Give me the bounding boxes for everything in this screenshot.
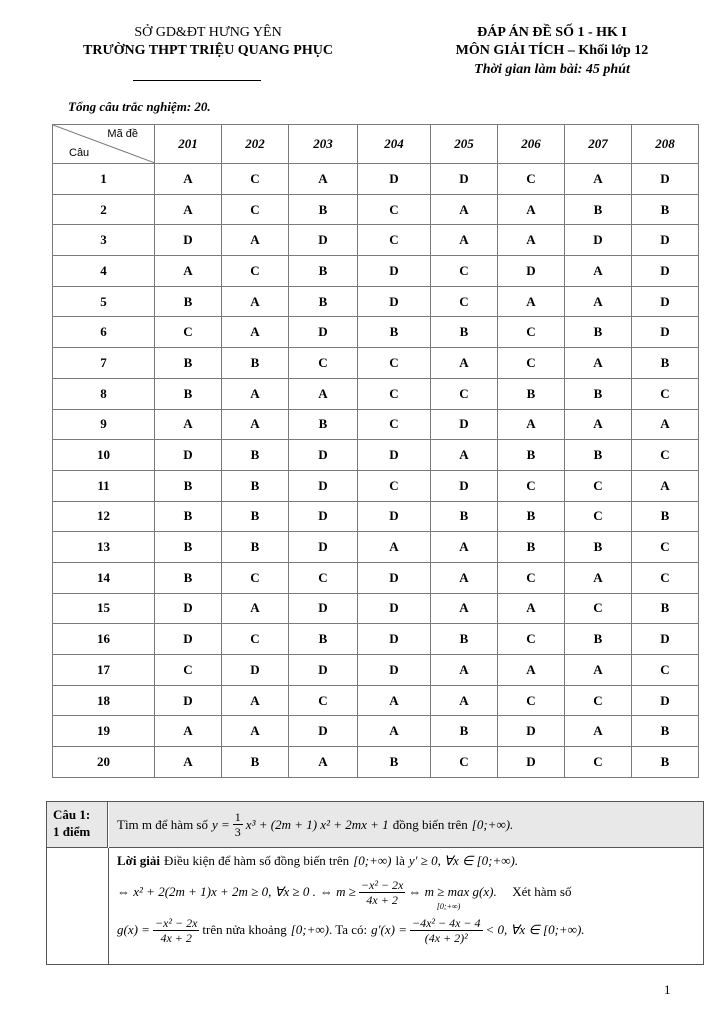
answer-cell: C — [431, 286, 498, 317]
answer-cell: D — [358, 256, 431, 287]
answer-cell: D — [358, 593, 431, 624]
answer-cell: B — [431, 716, 498, 747]
answer-cell: C — [358, 378, 431, 409]
answer-cell: C — [565, 470, 632, 501]
answer-cell: A — [431, 440, 498, 471]
answer-cell: C — [358, 348, 431, 379]
answer-cell: A — [431, 685, 498, 716]
answer-cell: B — [289, 286, 358, 317]
answer-cell: A — [431, 194, 498, 225]
answer-cell: A — [565, 348, 632, 379]
table-row — [53, 532, 699, 563]
table-row — [53, 593, 699, 624]
answer-cell: B — [222, 440, 289, 471]
question-number-cell: 10 — [53, 440, 155, 471]
question-number-cell: 19 — [53, 716, 155, 747]
question-polynomial: x³ + (2m + 1) x² + 2mx + 1 — [245, 816, 389, 832]
solution-box — [46, 801, 704, 965]
label-spacer — [47, 848, 109, 964]
answer-cell: C — [155, 317, 222, 348]
department-name: SỞ GD&ĐT HƯNG YÊN — [134, 25, 282, 40]
answer-cell: A — [431, 532, 498, 563]
answer-cell: B — [358, 317, 431, 348]
answer-cell: D — [155, 624, 222, 655]
question-number-cell: 13 — [53, 532, 155, 563]
answer-cell: C — [498, 624, 565, 655]
ratio-numerator: −x² − 2x — [360, 877, 404, 892]
answer-cell: D — [289, 317, 358, 348]
answer-cell: C — [498, 562, 565, 593]
school-name: TRƯỜNG THPT TRIỆU QUANG PHỤC — [83, 43, 333, 58]
answer-cell: A — [632, 470, 699, 501]
question-prefix: Tìm m để hàm số — [117, 816, 208, 832]
table-row — [53, 562, 699, 593]
table-row — [53, 747, 699, 778]
question-text — [109, 802, 703, 848]
answer-cell: A — [222, 286, 289, 317]
solution-line1-condition: y′ ≥ 0, ∀x ∈ [0;+∞). — [408, 853, 519, 868]
answer-cell: A — [155, 716, 222, 747]
answer-cell: B — [155, 378, 222, 409]
answer-cell: B — [222, 532, 289, 563]
code-header: 205 — [431, 125, 498, 164]
table-row — [53, 409, 699, 440]
solution-line1-text: Điều kiện để hàm số đồng biến trên — [163, 853, 350, 868]
answer-cell: C — [632, 562, 699, 593]
answer-cell: B — [289, 256, 358, 287]
page-number: 1 — [664, 982, 671, 997]
answer-cell: D — [289, 501, 358, 532]
answer-cell: D — [358, 624, 431, 655]
answer-cell: A — [565, 716, 632, 747]
answer-cell: C — [289, 348, 358, 379]
answer-cell: C — [498, 317, 565, 348]
table-row — [53, 624, 699, 655]
answer-cell: C — [632, 440, 699, 471]
question-number-cell: 11 — [53, 470, 155, 501]
answer-cell: A — [565, 655, 632, 686]
answer-cell: B — [498, 501, 565, 532]
answer-cell: D — [155, 225, 222, 256]
g-denominator: 4x + 2 — [160, 930, 192, 945]
answer-cell: A — [431, 225, 498, 256]
table-row — [53, 317, 699, 348]
answer-cell: C — [222, 562, 289, 593]
answer-cell: B — [222, 470, 289, 501]
answer-cell: A — [431, 655, 498, 686]
code-header: 208 — [632, 125, 699, 164]
answer-cell: C — [222, 164, 289, 195]
answer-cell: D — [289, 470, 358, 501]
question-number-cell: 6 — [53, 317, 155, 348]
answer-cell: A — [222, 593, 289, 624]
corner-code-label: Mã đề — [107, 128, 138, 140]
question-number-cell: 16 — [53, 624, 155, 655]
solution-line3-we-have: . Ta có: — [328, 922, 368, 937]
answer-cell: B — [565, 440, 632, 471]
answer-cell: A — [358, 532, 431, 563]
answer-cell: C — [358, 225, 431, 256]
answer-cell: C — [632, 532, 699, 563]
gprime-denominator: (4x + 2)² — [424, 930, 468, 945]
table-row — [53, 716, 699, 747]
answer-cell: B — [155, 286, 222, 317]
question-points: 1 điểm — [53, 824, 91, 839]
answer-cell: A — [222, 378, 289, 409]
answer-cell: C — [431, 378, 498, 409]
answer-cell: B — [222, 501, 289, 532]
answer-cell: C — [155, 655, 222, 686]
solution-line1-interval: [0;+∞) — [353, 853, 392, 868]
answer-cell: D — [565, 225, 632, 256]
question-label — [47, 802, 108, 848]
code-header: 202 — [222, 125, 289, 164]
one-third-fraction: $\frac{1}{3}$ — [234, 810, 241, 839]
answer-cell: A — [498, 225, 565, 256]
answer-cell: D — [155, 440, 222, 471]
answer-cell: B — [222, 348, 289, 379]
answer-cell: B — [632, 194, 699, 225]
answer-cell: C — [222, 194, 289, 225]
answer-cell: B — [632, 501, 699, 532]
answer-cell: B — [498, 532, 565, 563]
answer-cell: B — [358, 747, 431, 778]
gprime-fraction — [410, 916, 483, 945]
answer-cell: B — [431, 317, 498, 348]
table-row — [53, 501, 699, 532]
answer-cell: D — [358, 501, 431, 532]
solution-title: Lời giải — [117, 853, 160, 868]
ratio-denominator: 4x + 2 — [366, 892, 398, 907]
question-number-cell: 1 — [53, 164, 155, 195]
answer-cell: B — [498, 378, 565, 409]
solution-body — [109, 849, 703, 949]
table-row — [53, 655, 699, 686]
answer-cell: A — [565, 256, 632, 287]
corner-cell — [53, 125, 155, 164]
answer-cell: D — [289, 655, 358, 686]
answer-cell: C — [222, 624, 289, 655]
gprime-label: g′(x) = — [371, 922, 407, 937]
code-header: 204 — [358, 125, 431, 164]
answer-cell: D — [358, 440, 431, 471]
answer-cell: A — [431, 348, 498, 379]
answer-cell: A — [498, 194, 565, 225]
answer-cell: D — [155, 593, 222, 624]
answer-cell: B — [565, 317, 632, 348]
answer-cell: B — [289, 194, 358, 225]
solution-line2-ineq: ⇔ x² + 2(2m + 1)x + 2m ≥ 0, ∀x ≥ 0 . — [117, 884, 316, 899]
answer-cell: C — [632, 655, 699, 686]
answer-cell: D — [498, 256, 565, 287]
answer-cell: B — [289, 409, 358, 440]
answer-cell: D — [222, 655, 289, 686]
answer-cell: D — [632, 317, 699, 348]
g-label: g(x) = — [117, 922, 150, 937]
solution-line-3 — [117, 911, 695, 949]
answer-cell: B — [155, 501, 222, 532]
header-divider — [133, 80, 261, 81]
answer-cell: A — [289, 164, 358, 195]
solution-line2-consider: Xét hàm số — [512, 884, 572, 899]
answer-cell: D — [498, 716, 565, 747]
answer-cell: B — [632, 593, 699, 624]
answer-cell: C — [565, 501, 632, 532]
answer-cell: A — [155, 194, 222, 225]
answer-cell: D — [632, 286, 699, 317]
answer-cell: D — [431, 164, 498, 195]
solution-line2-max: ⇔ m ≥ max g(x). — [408, 884, 497, 899]
gprime-numerator: −4x² − 4x − 4 — [411, 915, 481, 930]
table-row — [53, 440, 699, 471]
answer-cell: D — [632, 164, 699, 195]
answer-cell: C — [498, 685, 565, 716]
answer-cell: C — [498, 348, 565, 379]
g-fraction — [153, 916, 199, 945]
answer-cell: C — [565, 685, 632, 716]
solution-line-1 — [117, 849, 695, 873]
answer-cell: D — [632, 624, 699, 655]
answer-cell: D — [431, 470, 498, 501]
table-row — [53, 256, 699, 287]
answer-cell: A — [155, 164, 222, 195]
subject-title: MÔN GIẢI TÍCH – Khối lớp 12 — [455, 43, 649, 58]
table-row — [53, 685, 699, 716]
answer-cell: A — [222, 317, 289, 348]
answer-table-body — [53, 164, 699, 778]
answer-cell: A — [632, 409, 699, 440]
header-right — [430, 24, 674, 80]
question-number-cell: 20 — [53, 747, 155, 778]
answer-cell: A — [358, 716, 431, 747]
answer-cell: C — [358, 409, 431, 440]
answer-cell: A — [498, 286, 565, 317]
answer-cell: C — [289, 562, 358, 593]
answer-cell: D — [358, 655, 431, 686]
max-subscript: [0;+∞) — [436, 902, 461, 911]
answer-cell: C — [289, 685, 358, 716]
answer-cell: D — [289, 440, 358, 471]
answer-cell: B — [222, 747, 289, 778]
answer-cell: C — [358, 470, 431, 501]
answer-cell: D — [632, 685, 699, 716]
answer-cell: B — [498, 440, 565, 471]
answer-cell: B — [155, 470, 222, 501]
answer-cell: A — [222, 685, 289, 716]
answer-cell: A — [565, 409, 632, 440]
answer-cell: B — [155, 532, 222, 563]
answer-cell: A — [565, 562, 632, 593]
answer-cell: C — [632, 378, 699, 409]
question-number-cell: 5 — [53, 286, 155, 317]
corner-question-label: Câu — [69, 147, 90, 159]
header-left — [48, 24, 368, 60]
answer-cell: C — [565, 747, 632, 778]
answer-cell: A — [289, 378, 358, 409]
duration: Thời gian làm bài: 45 phút — [474, 62, 630, 77]
answer-cell: C — [222, 256, 289, 287]
answer-cell: B — [632, 348, 699, 379]
answer-cell: A — [358, 685, 431, 716]
question-number-cell: 9 — [53, 409, 155, 440]
solution-line1-is: là — [395, 853, 405, 868]
code-header: 206 — [498, 125, 565, 164]
answer-cell: C — [431, 256, 498, 287]
question-number-cell: 18 — [53, 685, 155, 716]
answer-cell: A — [222, 225, 289, 256]
question-number-cell: 2 — [53, 194, 155, 225]
table-row — [53, 470, 699, 501]
answer-cell: B — [431, 501, 498, 532]
answer-cell: C — [431, 747, 498, 778]
answer-cell: B — [565, 194, 632, 225]
solution-line-2 — [117, 873, 695, 911]
question-number: Câu 1: — [53, 807, 91, 822]
answer-table — [52, 124, 699, 778]
answer-cell: C — [498, 164, 565, 195]
total-questions: Tổng câu trắc nghiệm: 20. — [68, 99, 211, 114]
table-row — [53, 286, 699, 317]
answer-cell: D — [289, 593, 358, 624]
answer-cell: B — [565, 624, 632, 655]
question-interval: [0;+∞). — [471, 816, 514, 832]
answer-cell: C — [498, 470, 565, 501]
solution-line2-m: ⇔ m ≥ — [319, 884, 356, 899]
question-number-cell: 3 — [53, 225, 155, 256]
question-number-cell: 14 — [53, 562, 155, 593]
code-header: 203 — [289, 125, 358, 164]
answer-cell: A — [565, 286, 632, 317]
question-number-cell: 8 — [53, 378, 155, 409]
answer-cell: A — [498, 409, 565, 440]
answer-cell: B — [565, 378, 632, 409]
answer-cell: A — [431, 562, 498, 593]
answer-cell: A — [155, 747, 222, 778]
solution-line3-interval: [0;+∞) — [290, 922, 329, 937]
table-row — [53, 348, 699, 379]
answer-cell: D — [431, 409, 498, 440]
answer-cell: B — [431, 624, 498, 655]
answer-cell: C — [565, 593, 632, 624]
table-header-row — [53, 125, 699, 164]
question-number-cell: 15 — [53, 593, 155, 624]
answer-cell: B — [155, 348, 222, 379]
question-number-cell: 4 — [53, 256, 155, 287]
answer-cell: A — [155, 256, 222, 287]
answer-cell: A — [155, 409, 222, 440]
answer-cell: B — [289, 624, 358, 655]
answer-cell: A — [222, 716, 289, 747]
answer-cell: A — [498, 655, 565, 686]
answer-cell: A — [289, 747, 358, 778]
answer-cell: B — [632, 747, 699, 778]
code-header: 201 — [155, 125, 222, 164]
answer-cell: D — [358, 286, 431, 317]
table-row — [53, 378, 699, 409]
ratio-fraction — [359, 878, 405, 907]
answer-cell: A — [222, 409, 289, 440]
answer-cell: A — [565, 164, 632, 195]
table-row — [53, 194, 699, 225]
exam-title: ĐÁP ÁN ĐỀ SỐ 1 - HK I — [477, 25, 627, 40]
answer-cell: B — [155, 562, 222, 593]
answer-cell: D — [498, 747, 565, 778]
question-number-cell: 17 — [53, 655, 155, 686]
answer-cell: B — [565, 532, 632, 563]
question-y: y = — [212, 816, 230, 832]
answer-cell: D — [632, 256, 699, 287]
question-number-cell: 12 — [53, 501, 155, 532]
answer-cell: B — [632, 716, 699, 747]
table-row — [53, 225, 699, 256]
answer-cell: D — [358, 164, 431, 195]
g-numerator: −x² − 2x — [154, 915, 198, 930]
table-row — [53, 164, 699, 195]
answer-cell: D — [632, 225, 699, 256]
solution-line3-text: trên nửa khoảng — [202, 922, 287, 937]
answer-cell: C — [358, 194, 431, 225]
answer-cell: A — [431, 593, 498, 624]
question-number-cell: 7 — [53, 348, 155, 379]
question-suffix: đồng biến trên — [392, 816, 468, 832]
answer-cell: D — [289, 716, 358, 747]
answer-cell: D — [155, 685, 222, 716]
solution-line3-end: < 0, ∀x ∈ [0;+∞). — [485, 922, 585, 937]
answer-cell: D — [289, 532, 358, 563]
code-header: 207 — [565, 125, 632, 164]
answer-cell: A — [498, 593, 565, 624]
answer-cell: D — [289, 225, 358, 256]
answer-cell: D — [358, 562, 431, 593]
